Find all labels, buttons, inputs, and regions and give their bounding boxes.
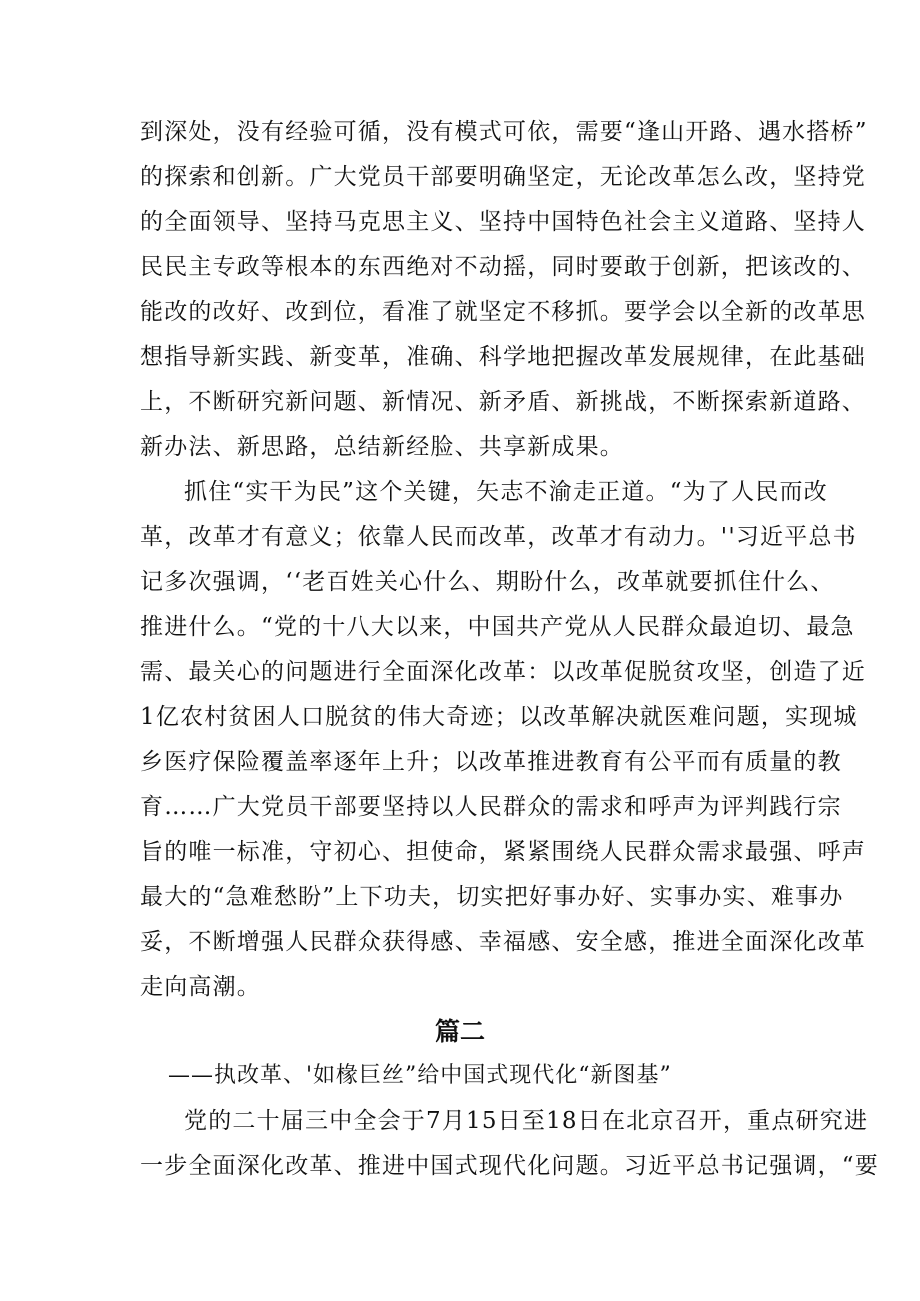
- paragraph-line: 想指导新实践、新变革，准确、科学地把握改革发展规律，在此基础: [140, 344, 866, 370]
- paragraph-line: 妥，不断增强人民群众获得感、幸福感、安全感，推进全面深化改革: [140, 929, 866, 955]
- paragraph-line: 新办法、新思路，总结新经脸、共享新成果。: [140, 434, 624, 460]
- paragraph-line: 记多次强调，‘‘老百姓关心什么、期盼什么，改革就要抓住什么、: [140, 569, 835, 595]
- paragraph-line: 能改的改好、改到位，看准了就坚定不移抓。要学会以全新的改革思: [140, 299, 866, 325]
- paragraph-line: 最大的“急难愁盼”上下功夫，切实把好事办好、实事办实、难事办: [140, 884, 844, 910]
- paragraph-line: 的全面领导、坚持马克思主义、坚持中国特色社会主义道路、坚持人: [140, 209, 866, 235]
- paragraph-line: 抓住“实干为民”这个关键，矢志不渝走正道。“为了人民而改: [184, 479, 828, 505]
- paragraph-line: 推进什么。“党的十八大以来，中国共产党从人民群众最迫切、最急: [140, 614, 855, 640]
- paragraph-line: 民民主专政等根本的东西绝对不动摇，同时要敢于创新，把该改的、: [140, 254, 866, 280]
- paragraph-line: 革，改革才有意义；依靠人民而改革，改革才有动力。''习近平总书: [140, 524, 857, 550]
- paragraph-line: 党的二十届三中全会于7月15日至18日在北京召开，重点研究进: [184, 1108, 869, 1134]
- paragraph-line: 到深处，没有经验可循，没有模式可依，需要“逢山开路、遇水搭桥”: [140, 119, 868, 145]
- paragraph-line: 一步全面深化改革、推进中国式现代化问题。习近平总书记强调，“要: [140, 1153, 879, 1179]
- paragraph-line: 旨的唯一标准，守初心、担使命，紧紧围绕人民群众需求最强、呼声: [140, 839, 866, 865]
- paragraph-line: 的探索和创新。广大党员干部要明确坚定，无论改革怎么改，坚持党: [140, 164, 866, 190]
- paragraph-line: 1亿农村贫困人口脱贫的伟大奇迹；以改革解决就医难问题，实现城: [140, 704, 858, 730]
- paragraph-line: 育……广大党员干部要坚持以人民群众的需求和呼声为评判践行宗: [140, 794, 842, 820]
- paragraph-line: 需、最关心的问题进行全面深化改革：以改革促脱贫攻坚，创造了近: [140, 659, 866, 685]
- paragraph-line: 乡医疗保险覆盖率逐年上升；以改革推进教育有公平而有质量的教: [140, 749, 842, 775]
- section-heading: 篇二: [434, 1017, 485, 1046]
- paragraph-line: 走向高潮。: [140, 974, 261, 1000]
- paragraph-line: 上，不断研究新问题、新情况、新矛盾、新挑战，不断探索新道路、: [140, 389, 866, 415]
- section-subtitle: ——执改革、'如椽巨丝”给中国式现代化“新图基”: [168, 1063, 672, 1088]
